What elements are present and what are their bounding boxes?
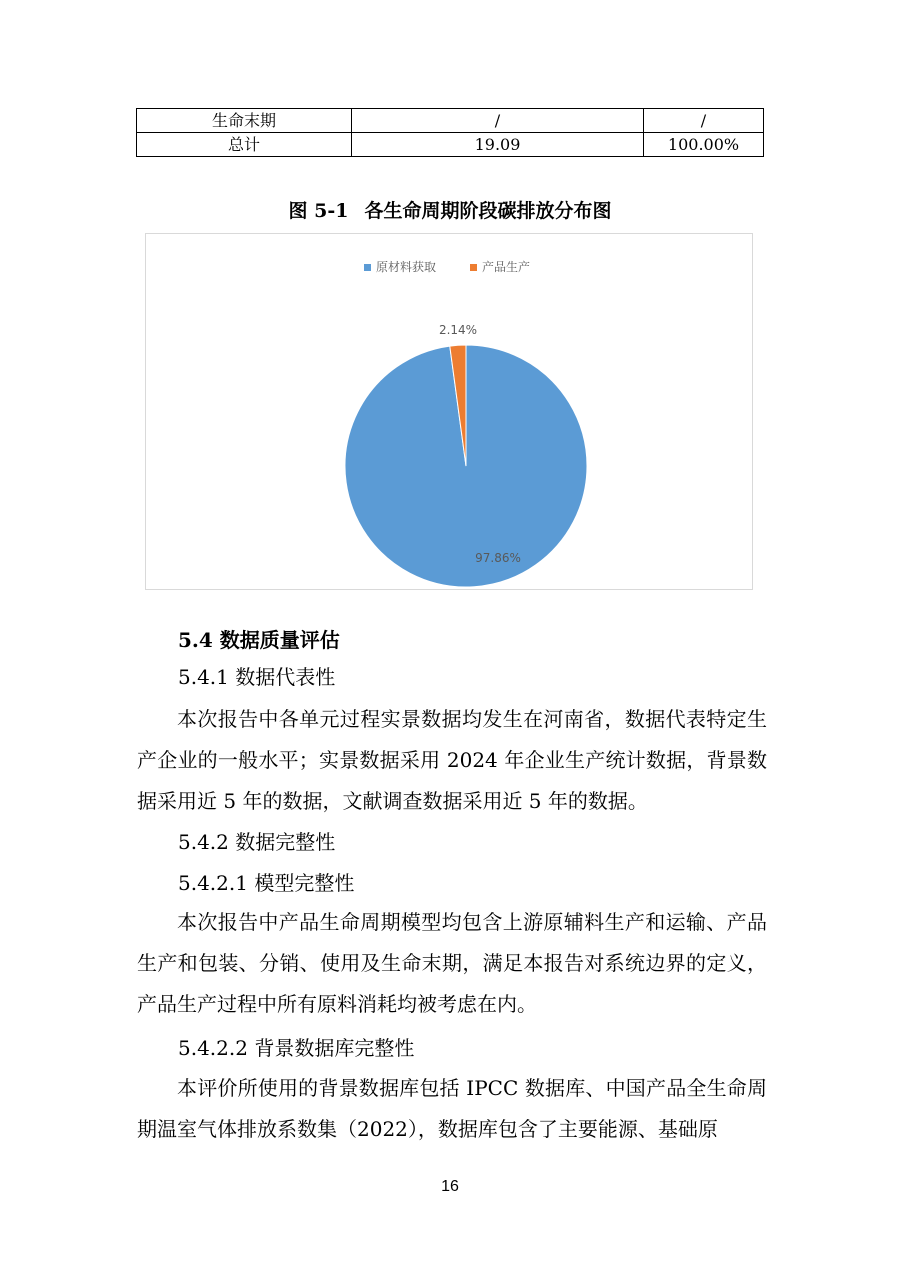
data-label-1: 2.14% (438, 323, 478, 337)
section-heading-5-4-2-2: 5.4.2.2 背景数据库完整性 (178, 1036, 415, 1060)
table-cell-stage: 生命末期 (137, 109, 352, 133)
table-cell-value: / (352, 109, 644, 133)
legend-label-1: 产品生产 (482, 260, 531, 274)
table-row (137, 133, 764, 157)
pie-chart (146, 234, 754, 591)
section-heading-5-4-2-1: 5.4.2.1 模型完整性 (178, 871, 355, 895)
figure-number: 图 5-1 (288, 200, 349, 222)
table-row (137, 109, 764, 133)
legend-label-0: 原材料获取 (376, 260, 437, 274)
paragraph-representativeness: 本次报告中各单元过程实景数据均发生在河南省，数据代表特定生产企业的一般水平；实景数据采用 2024 年企业生产统计数据，背景数据采用近 5 年的数据，文献调查数据采用近 5 年的数据。 (137, 707, 767, 813)
pie-chart-container (145, 233, 753, 590)
section-heading-5-4-1: 5.4.1 数据代表性 (178, 665, 336, 689)
figure-title: 各生命周期阶段碳排放分布图 (364, 200, 612, 222)
figure-caption (0, 196, 900, 223)
table-cell-share: 100.00% (644, 133, 764, 157)
emissions-table (136, 108, 764, 157)
table-cell-share: / (644, 109, 764, 133)
paragraph-database-completeness: 本评价所使用的背景数据库包括 IPCC 数据库、中国产品全生命周期温室气体排放系数集（2022），数据库包含了主要能源、基础原 (137, 1076, 767, 1141)
table-cell-value: 19.09 (352, 133, 644, 157)
section-heading-5-4: 5.4 数据质量评估 (178, 628, 340, 652)
paragraph-model-completeness: 本次报告中产品生命周期模型均包含上游原辅料生产和运输、产品生产和包装、分销、使用及生命末期，满足本报告对系统边界的定义，产品生产过程中所有原料消耗均被考虑在内。 (137, 910, 767, 1016)
table-cell-stage: 总计 (137, 133, 352, 157)
legend-swatch-0 (364, 264, 371, 271)
legend-swatch-1 (470, 264, 477, 271)
page-number: 16 (441, 1178, 459, 1195)
section-heading-5-4-2: 5.4.2 数据完整性 (178, 830, 336, 854)
data-label-0: 97.86% (475, 551, 521, 565)
